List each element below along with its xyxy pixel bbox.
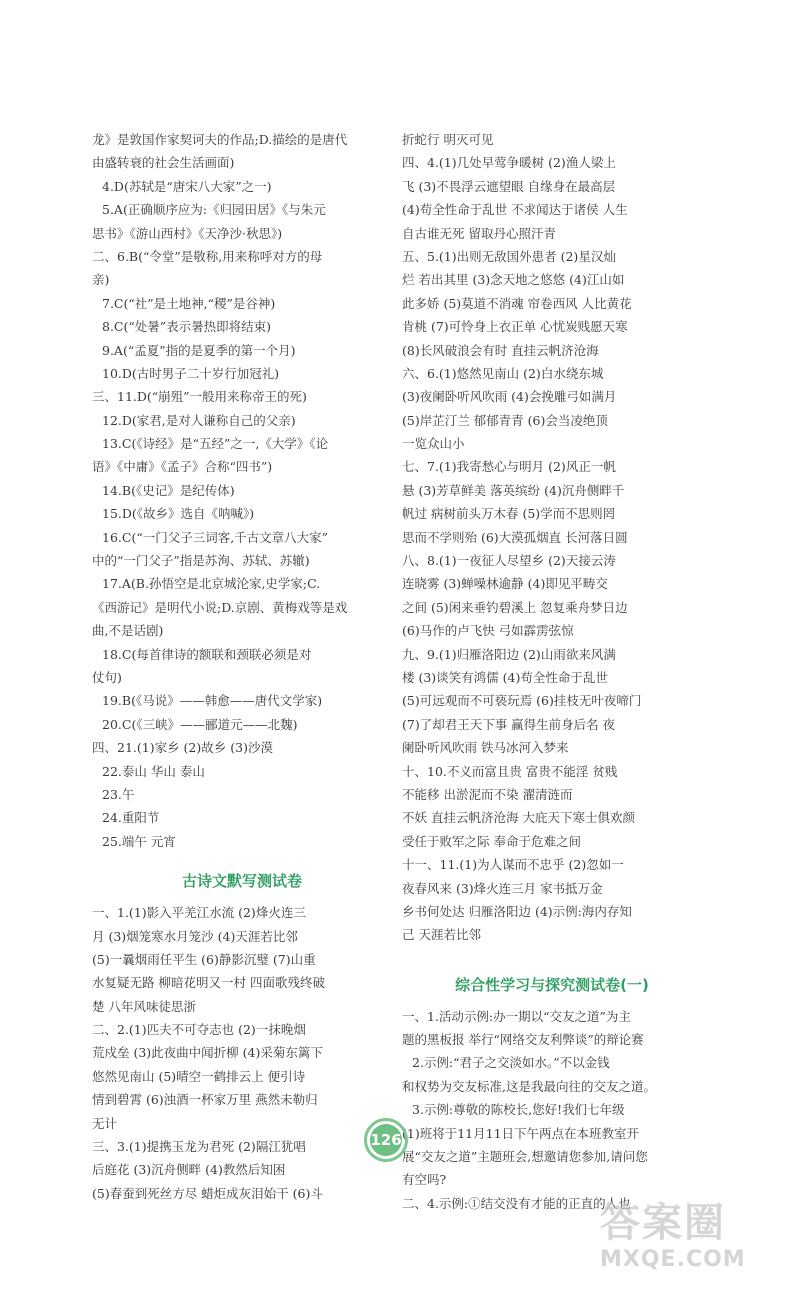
- answer-line: 18.C(每首律诗的额联和颈联必须是对: [102, 646, 312, 662]
- answer-line: 十一、11.(1)为人谋而不忠乎 (2)忽如一: [402, 857, 624, 873]
- answer-line: 二、4.示例:①结交没有才能的正直的人也: [402, 1195, 631, 1211]
- answer-line: 二、2.(1)匹夫不可夺志也 (2)一抹晚烟: [92, 1022, 306, 1038]
- page-number: 126: [370, 1124, 402, 1156]
- answer-line: 四、21.(1)家乡 (2)故乡 (3)沙漠: [92, 740, 273, 756]
- answer-line: 8.C(“处暑”表示暑热即将结束): [102, 319, 272, 335]
- answer-line: (1)班将于11月11日下午两点在本班教室开: [402, 1125, 640, 1141]
- watermark-logo: [600, 1200, 790, 1284]
- answer-line: (5)一曩烟雨任平生 (6)静影沉璧 (7)山重: [92, 951, 316, 967]
- answer-line: 不妖 直挂云帆济沧海 大庇天下寒士俱欢颜: [402, 810, 635, 826]
- answer-line: 一、1.(1)影入平羌江水流 (2)烽火连三: [92, 905, 306, 921]
- answer-line: 思书》《游山西村》《天净沙·秋思》): [92, 225, 283, 241]
- page-number-badge: [364, 1118, 408, 1162]
- answer-line: 13.C(《诗经》是“五经”之一,《大学》《论: [102, 436, 329, 452]
- answer-line: 八、8.(1)一夜征人尽望乡 (2)天接云涛: [402, 553, 616, 569]
- answer-line: (7)了却君王天下事 赢得生前身后名 夜: [402, 716, 616, 732]
- answer-line: 烂 若出其里 (3)念天地之悠悠 (4)江山如: [402, 272, 625, 288]
- answer-line: 23.午: [102, 786, 135, 802]
- answer-line: 19.B(《马说》——韩愈——唐代文学家): [102, 693, 323, 709]
- left-column: [92, 128, 392, 1205]
- answer-line: 24.重阳节: [102, 810, 160, 826]
- answer-line: 《西游记》是明代小说;D.京剧、黄梅戏等是戏: [92, 599, 348, 615]
- answer-line: (5)岸芷汀兰 郁郁青青 (6)会当凌绝顶: [402, 412, 608, 428]
- section-title-poetry: 古诗文默写测试卷: [181, 872, 302, 891]
- answer-line: 悠然见南山 (5)晴空一鹤排云上 便引诗: [92, 1068, 306, 1084]
- answer-line: 曲,不是话剧): [92, 623, 164, 639]
- answer-line: 情到碧霄 (6)浊酒一杯家万里 燕然未勒归: [92, 1092, 318, 1108]
- answer-line: 思而不学则殆 (6)大漠孤烟直 长河落日圆: [402, 529, 628, 545]
- answer-line: 七、7.(1)我寄愁心与明月 (2)风正一帆: [402, 459, 616, 475]
- answer-line: (8)长风破浪会有时 直挂云帆济沧海: [402, 342, 599, 358]
- right-column: [402, 128, 702, 1215]
- answer-line: 10.D(古时男子二十岁行加冠礼): [102, 365, 280, 381]
- answer-line: 有空吗?: [402, 1172, 447, 1188]
- answer-line: 月 (3)烟笼寒水月笼沙 (4)天涯若比邻: [92, 928, 298, 944]
- answer-line: 三、3.(1)提携玉龙为君死 (2)隔江犹唱: [92, 1139, 306, 1155]
- answer-line: 25.端午 元宵: [102, 833, 176, 849]
- answer-line: 后庭花 (3)沉舟侧畔 (4)教然后知困: [92, 1162, 286, 1178]
- answer-line: 帆过 病树前头万木春 (5)学而不思则罔: [402, 506, 616, 522]
- answer-line: 题的黑板报 举行“网络交友利弊谈”的辩论赛: [402, 1032, 644, 1048]
- answer-line: 17.A(B.孙悟空是北京城沦家,史学家;C.: [102, 576, 321, 592]
- answer-line: 中的“一门父子”指是苏洵、苏轼、苏辙): [92, 553, 310, 569]
- answer-line: 连晓雾 (3)蝉噪林逾静 (4)即见平畴交: [402, 576, 608, 592]
- watermark-title: 答案圈: [600, 1200, 726, 1246]
- answer-line: 展“交友之道”主题班会,想邀请您参加,请问您: [402, 1149, 648, 1165]
- answer-line: 悬 (3)芳草鲜美 落英缤纷 (4)沉舟侧畔千: [402, 482, 625, 498]
- answer-line: 楚 八年风味徒思浙: [92, 998, 196, 1014]
- left-answers: [92, 128, 392, 853]
- right-answers-comprehensive: [402, 1005, 702, 1216]
- answer-line: 由盛转衰的社会生活画面): [92, 155, 235, 171]
- answer-line: 5.A(正确顺序应为:《归园田居》《与朱元: [102, 202, 326, 218]
- answer-line: 六、6.(1)悠然见南山 (2)白水绕东城: [402, 365, 604, 381]
- answer-line: 肯桃 (7)可怜身上衣正单 心忧炭贱愿天寒: [402, 319, 628, 335]
- answer-line: 二、6.B(“令堂”是敬称,用来称呼对方的母: [92, 248, 323, 264]
- answer-line: 水复疑无路 柳暗花明又一村 四面歌残终破: [92, 975, 325, 991]
- answer-line: 7.C(“社”是土地神,“稷”是谷神): [102, 295, 276, 311]
- answer-line: 九、9.(1)归雁洛阳边 (2)山雨欲来风满: [402, 646, 616, 662]
- answer-line: 无计: [92, 1115, 118, 1131]
- answer-line: 20.C(《三峡》——郦道元——北魏): [102, 716, 298, 732]
- answer-line: 四、4.(1)几处早莺争暖树 (2)渔人梁上: [402, 155, 616, 171]
- answer-line: 乡书何处达 归雁洛阳边 (4)示例:海内存知: [402, 903, 632, 919]
- answer-line: 夜春风来 (3)烽火连三月 家书抵万金: [402, 880, 603, 896]
- answer-line: 龙》是敦国作家契诃夫的作品;D.描绘的是唐代: [92, 132, 348, 147]
- answer-line: 之间 (5)闲来垂钓碧溪上 忽复乘舟梦日边: [402, 599, 628, 615]
- answer-line: 一览众山小: [402, 436, 465, 452]
- answer-line: 荒戍垒 (3)此夜曲中闻折柳 (4)采菊东篱下: [92, 1045, 323, 1061]
- answer-line: 12.D(家君,是对人谦称自己的父亲): [102, 412, 296, 428]
- watermark-url: MXQE.COM: [600, 1247, 746, 1272]
- left-answers-poetry: [92, 901, 392, 1205]
- right-answers: [402, 128, 702, 947]
- answer-line: 语》《中庸》《孟子》合称“四书”): [92, 459, 273, 475]
- answer-line: 9.A(“孟夏”指的是夏季的第一个月): [102, 342, 296, 358]
- answer-line: (4)苟全性命于乱世 不求闻达于诸侯 人生: [402, 202, 628, 218]
- answer-line: 三、11.D(“崩殂”一般用来称帝王的死): [92, 389, 307, 405]
- answer-line: 自古谁无死 留取丹心照汗青: [402, 225, 556, 241]
- answer-line: 4.D(苏轼是“唐宋八大家”之一): [102, 178, 272, 194]
- answer-line: 16.C(“一门父子三词客,千古文章八大家”: [102, 529, 329, 545]
- answer-line: 此多娇 (5)莫道不消魂 帘卷西风 人比黄花: [402, 295, 632, 311]
- answer-line: (5)可远观而不可亵玩焉 (6)挂枝无叶夜啼门: [402, 693, 642, 709]
- section-title-comprehensive: 综合性学习与探究测试卷(一): [455, 975, 649, 994]
- answer-line: (3)夜阑卧听风吹雨 (4)会挽雕弓如满月: [402, 389, 617, 405]
- answer-line: 楼 (3)谈笑有鸿儒 (4)苟全性命于乱世: [402, 669, 608, 685]
- answer-line: 仗句): [92, 669, 122, 685]
- answer-line: (6)马作的卢飞快 弓如霹雳弦惊: [402, 623, 574, 639]
- answer-line: 己 天涯若比邻: [402, 927, 481, 943]
- answer-line: 飞 (3)不畏浮云遮望眼 自缘身在最高层: [402, 178, 616, 194]
- answer-line: 亲): [92, 272, 110, 288]
- answer-line: 折蛇行 明灭可见: [402, 132, 494, 147]
- answer-line: 阑卧听风吹雨 铁马冰河入梦来: [402, 740, 569, 756]
- answer-line: 3.示例:尊敬的陈校长,您好!我们七年级: [412, 1102, 625, 1118]
- answer-line: 和权势为交友标准,这是我最向往的交友之道。: [402, 1078, 656, 1094]
- answer-line: 受任于败军之际 奉命于危难之间: [402, 833, 581, 849]
- answer-line: 一、1.活动示例:办一期以“交友之道”为主: [402, 1008, 631, 1024]
- answer-line: 五、5.(1)出则无敌国外患者 (2)星汉灿: [402, 248, 616, 264]
- answer-line: 不能移 出淤泥而不染 濯清涟而: [402, 786, 573, 802]
- answer-line: (5)春蚕到死丝方尽 蜡炬成灰泪始干 (6)斗: [92, 1185, 323, 1201]
- answer-line: 十、10.不义而富且贵 富贵不能淫 贫贱: [402, 763, 618, 779]
- answer-line: 22.泰山 华山 泰山: [102, 763, 205, 779]
- answer-line: 14.B(《史记》是纪传体): [102, 482, 235, 498]
- answer-line: 15.D(《故乡》选自《呐喊》): [102, 506, 255, 522]
- answer-line: 2.示例:“君子之交淡如水。”不以金钱: [412, 1055, 610, 1071]
